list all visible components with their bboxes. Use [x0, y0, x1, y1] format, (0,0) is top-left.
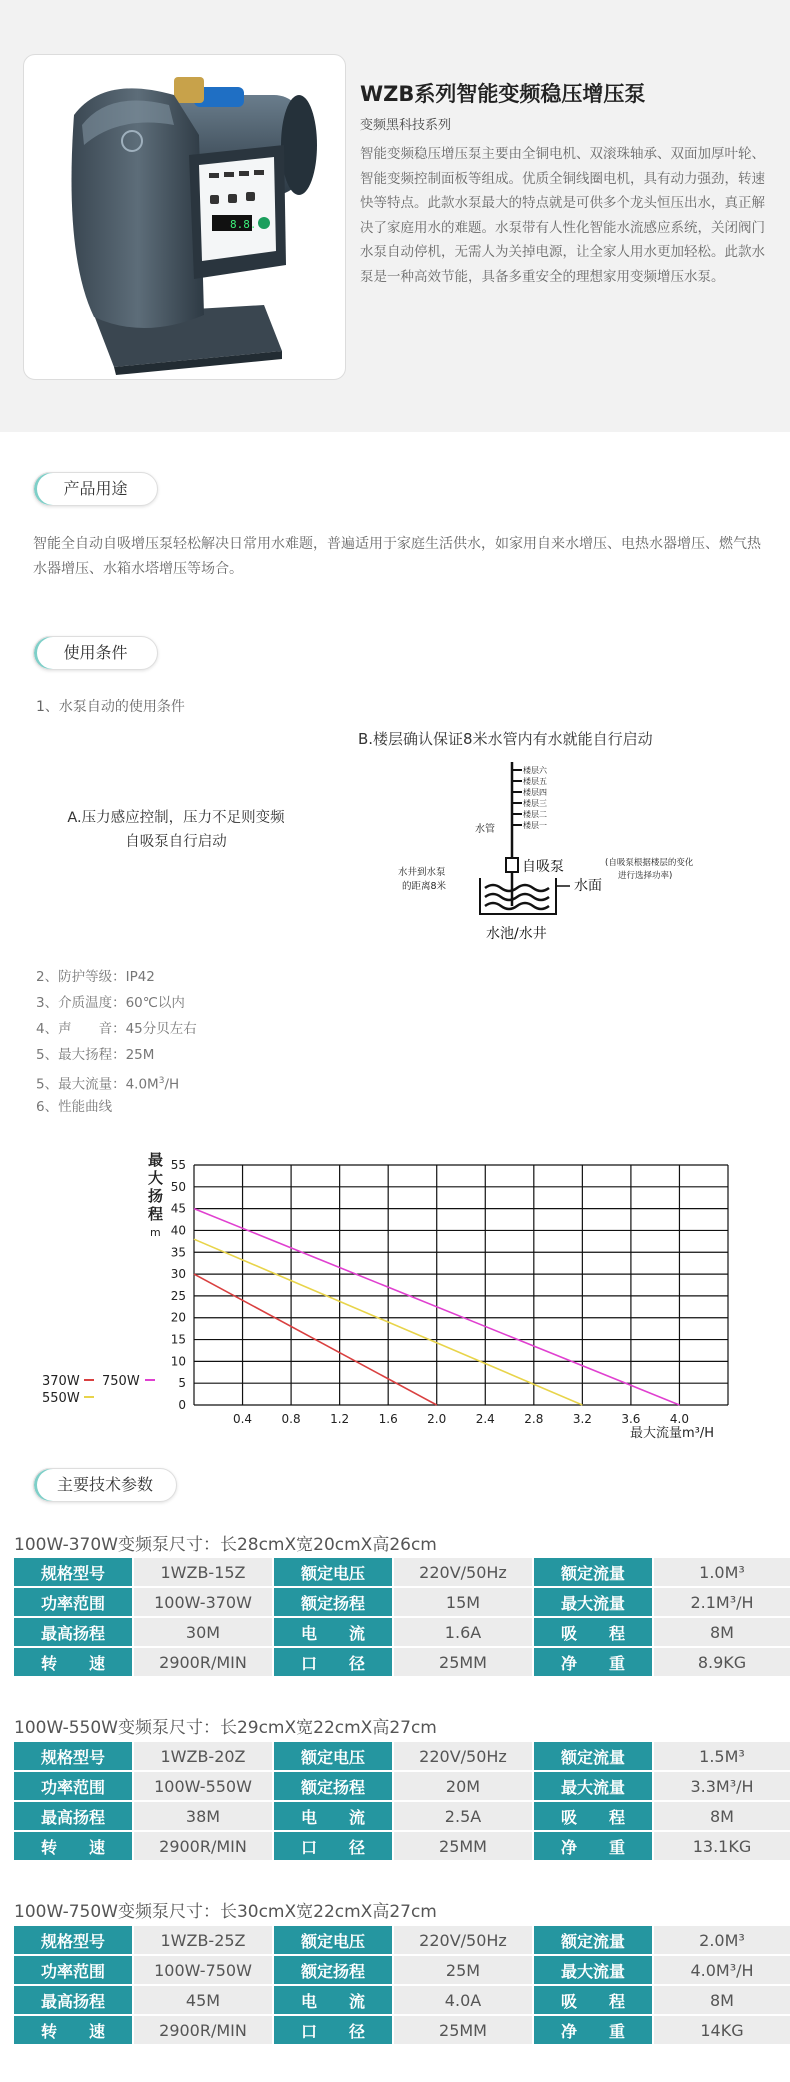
y-tick-label: 15 — [170, 1332, 186, 1347]
y-tick-label: 5 — [178, 1376, 186, 1391]
table-value-cell: 8M — [654, 1986, 790, 2014]
table-header-cell: 电 流 — [274, 1802, 392, 1830]
table-value-cell: 1WZB-20Z — [134, 1742, 272, 1770]
x-tick-label: 3.2 — [572, 1412, 592, 1426]
table-header-cell: 最高扬程 — [14, 1802, 132, 1830]
table-header-cell: 转 速 — [14, 1832, 132, 1860]
y-axis-label-unit: m — [150, 1226, 161, 1239]
table-header-cell: 额定扬程 — [274, 1772, 392, 1800]
pump-illustration — [24, 55, 346, 380]
x-tick-label: 2.0 — [427, 1412, 447, 1426]
y-tick-label: 30 — [170, 1267, 186, 1282]
spec-temperature: 3、介质温度：60℃以内 — [36, 995, 185, 1011]
y-tick-label: 0 — [178, 1398, 186, 1412]
y-axis-label-1: 最 — [148, 1151, 164, 1169]
legend-550w-label: 550W — [42, 1391, 80, 1406]
table-value-cell: 2900R/MIN — [134, 2016, 272, 2044]
table-value-cell: 8M — [654, 1618, 790, 1646]
y-axis-label-4: 程 — [148, 1205, 164, 1223]
table-header-cell: 电 流 — [274, 1618, 392, 1646]
spec-table-750w — [12, 1924, 790, 2046]
table-header-cell: 规格型号 — [14, 1926, 132, 1954]
x-axis-label: 最大流量m³/H — [630, 1426, 715, 1441]
product-image — [23, 54, 346, 380]
x-tick-label: 2.8 — [524, 1412, 544, 1426]
legend-750w-label: 750W — [102, 1374, 140, 1389]
table-header-cell: 吸 程 — [534, 1802, 652, 1830]
table-header-cell: 口 径 — [274, 1648, 392, 1676]
table-header-cell: 额定流量 — [534, 1926, 652, 1954]
water-surface-label: 水面 — [574, 878, 602, 894]
table-value-cell: 8.9KG — [654, 1648, 790, 1676]
table-value-cell: 2.5A — [394, 1802, 532, 1830]
spec-max-head: 5、最大扬程：25M — [36, 1047, 155, 1063]
table-row — [14, 1588, 790, 1616]
product-title: WZB系列智能变频稳压增压泵 — [360, 82, 646, 106]
x-tick-label: 0.8 — [281, 1412, 301, 1426]
table-value-cell: 25MM — [394, 1832, 532, 1860]
table-value-cell: 13.1KG — [654, 1832, 790, 1860]
table-header-cell: 额定电压 — [274, 1742, 392, 1770]
y-tick-label: 10 — [170, 1354, 186, 1369]
x-tick-label: 1.6 — [378, 1412, 398, 1426]
floor-label-5: 楼层五 — [523, 777, 547, 786]
product-description: 智能变频稳压增压泵主要由全铜电机、双滚珠轴承、双面加厚叶轮、智能变频控制面板等组成。优质全铜线圈电机，具有动力强劲，转速快等特点。此款水泵最大的特点就是可供多个龙头恒压出水，真正解决了家庭用水的难题。水泵带有人性化智能水流感应系统，关闭阀门水泵自动停机，无需人为关掉电源，让全家人用水更加轻松。此款水泵是一种高效节能，具备多重安全的理想家用变频增压水泵。 — [360, 146, 765, 285]
table-value-cell: 20M — [394, 1772, 532, 1800]
table-header-cell: 功率范围 — [14, 1772, 132, 1800]
table-header-cell: 最大流量 — [534, 1956, 652, 1984]
table-row — [14, 1926, 790, 1954]
table-value-cell: 4.0A — [394, 1986, 532, 2014]
table-value-cell: 8M — [654, 1802, 790, 1830]
y-tick-label: 25 — [170, 1288, 186, 1303]
x-tick-label: 2.4 — [475, 1412, 495, 1426]
table-value-cell: 30M — [134, 1618, 272, 1646]
table-value-cell: 25MM — [394, 2016, 532, 2044]
table-header-cell: 吸 程 — [534, 1986, 652, 2014]
usage-text: 智能全自动自吸增压泵轻松解决日常用水难题，普遍适用于家庭生活供水，如家用自来水增压、电热水器增压、燃气热水器增压、水箱水塔增压等场合。 — [33, 536, 761, 577]
y-axis-label-2: 大 — [148, 1169, 164, 1187]
table-row — [14, 1742, 790, 1770]
table-header-cell: 功率范围 — [14, 1956, 132, 1984]
table-value-cell: 38M — [134, 1802, 272, 1830]
section-label-conditions: 使用条件 — [33, 636, 158, 670]
table-value-cell: 2.0M³ — [654, 1926, 790, 1954]
table-header-cell: 转 速 — [14, 1648, 132, 1676]
table-row — [14, 2016, 790, 2044]
table-row — [14, 1832, 790, 1860]
table-row — [14, 1648, 790, 1676]
spec-table-550w — [12, 1740, 790, 1862]
table-value-cell: 220V/50Hz — [394, 1926, 532, 1954]
table-header-cell: 口 径 — [274, 2016, 392, 2044]
product-subtitle: 变频黑科技系列 — [360, 118, 452, 133]
pool-label: 水池/水井 — [486, 926, 547, 942]
table-header-cell: 规格型号 — [14, 1558, 132, 1586]
table-value-cell: 220V/50Hz — [394, 1742, 532, 1770]
spec-max-flow: 5、最大流量：$4.0M^3/H$ — [36, 1076, 180, 1093]
floor-label-3: 楼层三 — [523, 799, 547, 808]
spec-noise: 4、声 音：45分贝左右 — [36, 1021, 197, 1037]
table-2-title: 100W-550W变频泵尺寸：长29cmX宽22cmX高27cm — [14, 1718, 437, 1738]
floor-label-6: 楼层六 — [523, 766, 547, 775]
y-tick-label: 35 — [170, 1245, 186, 1260]
table-value-cell: 25M — [394, 1956, 532, 1984]
table-header-cell: 转 速 — [14, 2016, 132, 2044]
table-row — [14, 1558, 790, 1586]
table-header-cell: 最大流量 — [534, 1772, 652, 1800]
hero-section — [0, 0, 790, 432]
table-value-cell: 100W-370W — [134, 1588, 272, 1616]
table-value-cell: 1.5M³ — [654, 1742, 790, 1770]
table-header-cell: 额定流量 — [534, 1558, 652, 1586]
table-value-cell: 1WZB-25Z — [134, 1926, 272, 1954]
table-header-cell: 口 径 — [274, 1832, 392, 1860]
table-header-cell: 规格型号 — [14, 1742, 132, 1770]
table-header-cell: 额定电压 — [274, 1558, 392, 1586]
x-tick-label: 1.2 — [330, 1412, 350, 1426]
y-tick-label: 55 — [170, 1158, 186, 1172]
table-value-cell: 1WZB-15Z — [134, 1558, 272, 1586]
table-value-cell: 1.6A — [394, 1618, 532, 1646]
y-tick-label: 20 — [170, 1310, 186, 1325]
floor-label-4: 楼层四 — [523, 788, 547, 797]
well-distance-2: 的距离8米 — [402, 881, 447, 892]
spec-list — [36, 964, 197, 1120]
table-header-cell: 电 流 — [274, 1986, 392, 2014]
table-1-title: 100W-370W变频泵尺寸：长28cmX宽20cmX高26cm — [14, 1535, 437, 1555]
section-label-usage: 产品用途 — [33, 472, 158, 506]
floor-label-2: 楼层二 — [523, 810, 547, 819]
table-row — [14, 1956, 790, 1984]
pipe-label: 水管 — [475, 824, 495, 835]
table-header-cell: 净 重 — [534, 1832, 652, 1860]
table-value-cell: 4.0M³/H — [654, 1956, 790, 1984]
well-distance-1: 水井到水泵 — [398, 867, 446, 878]
spec-protection: 2、防护等级：IP42 — [36, 969, 155, 985]
performance-chart — [30, 1145, 750, 1445]
table-header-cell: 功率范围 — [14, 1588, 132, 1616]
building-diagram — [380, 756, 760, 956]
pump-label: 自吸泵 — [522, 859, 564, 875]
table-value-cell: 45M — [134, 1986, 272, 2014]
y-axis-label-3: 扬 — [148, 1187, 164, 1205]
table-value-cell: 3.3M³/H — [654, 1772, 790, 1800]
table-value-cell: 220V/50Hz — [394, 1558, 532, 1586]
table-header-cell: 吸 程 — [534, 1618, 652, 1646]
table-header-cell: 最高扬程 — [14, 1618, 132, 1646]
x-tick-label: 4.0 — [669, 1412, 690, 1426]
condition-item-1: 1、水泵自动的使用条件 — [36, 699, 185, 715]
y-tick-label: 40 — [170, 1223, 186, 1238]
pump-box — [506, 858, 518, 872]
table-value-cell: 100W-750W — [134, 1956, 272, 1984]
table-row — [14, 1772, 790, 1800]
table-header-cell: 净 重 — [534, 1648, 652, 1676]
svg-text:8.8.: 8.8. — [230, 218, 257, 231]
table-header-cell: 额定流量 — [534, 1742, 652, 1770]
table-header-cell: 最大流量 — [534, 1588, 652, 1616]
x-tick-label: 0.4 — [232, 1412, 253, 1426]
table-row — [14, 1618, 790, 1646]
floor-label-1: 楼层一 — [523, 821, 547, 830]
table-header-cell: 净 重 — [534, 2016, 652, 2044]
table-row — [14, 1802, 790, 1830]
table-value-cell: 2.1M³/H — [654, 1588, 790, 1616]
x-tick-label: 3.6 — [621, 1412, 641, 1426]
table-value-cell: 15M — [394, 1588, 532, 1616]
pump-note-1: (自吸泵根据楼层的变化 — [605, 858, 694, 868]
table-value-cell: 1.0M³ — [654, 1558, 790, 1586]
table-value-cell: 2900R/MIN — [134, 1648, 272, 1676]
table-3-title: 100W-750W变频泵尺寸：长30cmX宽22cmX高27cm — [14, 1902, 437, 1922]
table-row — [14, 1986, 790, 2014]
diagram-a-caption: A.压力感应控制，压力不足则变频自吸泵自行启动 — [67, 810, 285, 850]
diagram-b-title: B.楼层确认保证8米水管内有水就能自行启动 — [358, 730, 653, 748]
pump-note-2: 进行选择功率) — [618, 871, 673, 881]
table-header-cell: 额定电压 — [274, 1926, 392, 1954]
table-header-cell: 额定扬程 — [274, 1588, 392, 1616]
section-label-params: 主要技术参数 — [33, 1468, 177, 1502]
table-value-cell: 2900R/MIN — [134, 1832, 272, 1860]
table-header-cell: 额定扬程 — [274, 1956, 392, 1984]
spec-curve: 6、性能曲线 — [36, 1099, 113, 1115]
table-value-cell: 14KG — [654, 2016, 790, 2044]
legend-370w-label: 370W — [42, 1374, 80, 1389]
table-header-cell: 最高扬程 — [14, 1986, 132, 2014]
y-tick-label: 45 — [170, 1201, 186, 1216]
table-value-cell: 100W-550W — [134, 1772, 272, 1800]
y-tick-label: 50 — [170, 1179, 186, 1194]
spec-table-370w — [12, 1556, 790, 1678]
table-value-cell: 25MM — [394, 1648, 532, 1676]
